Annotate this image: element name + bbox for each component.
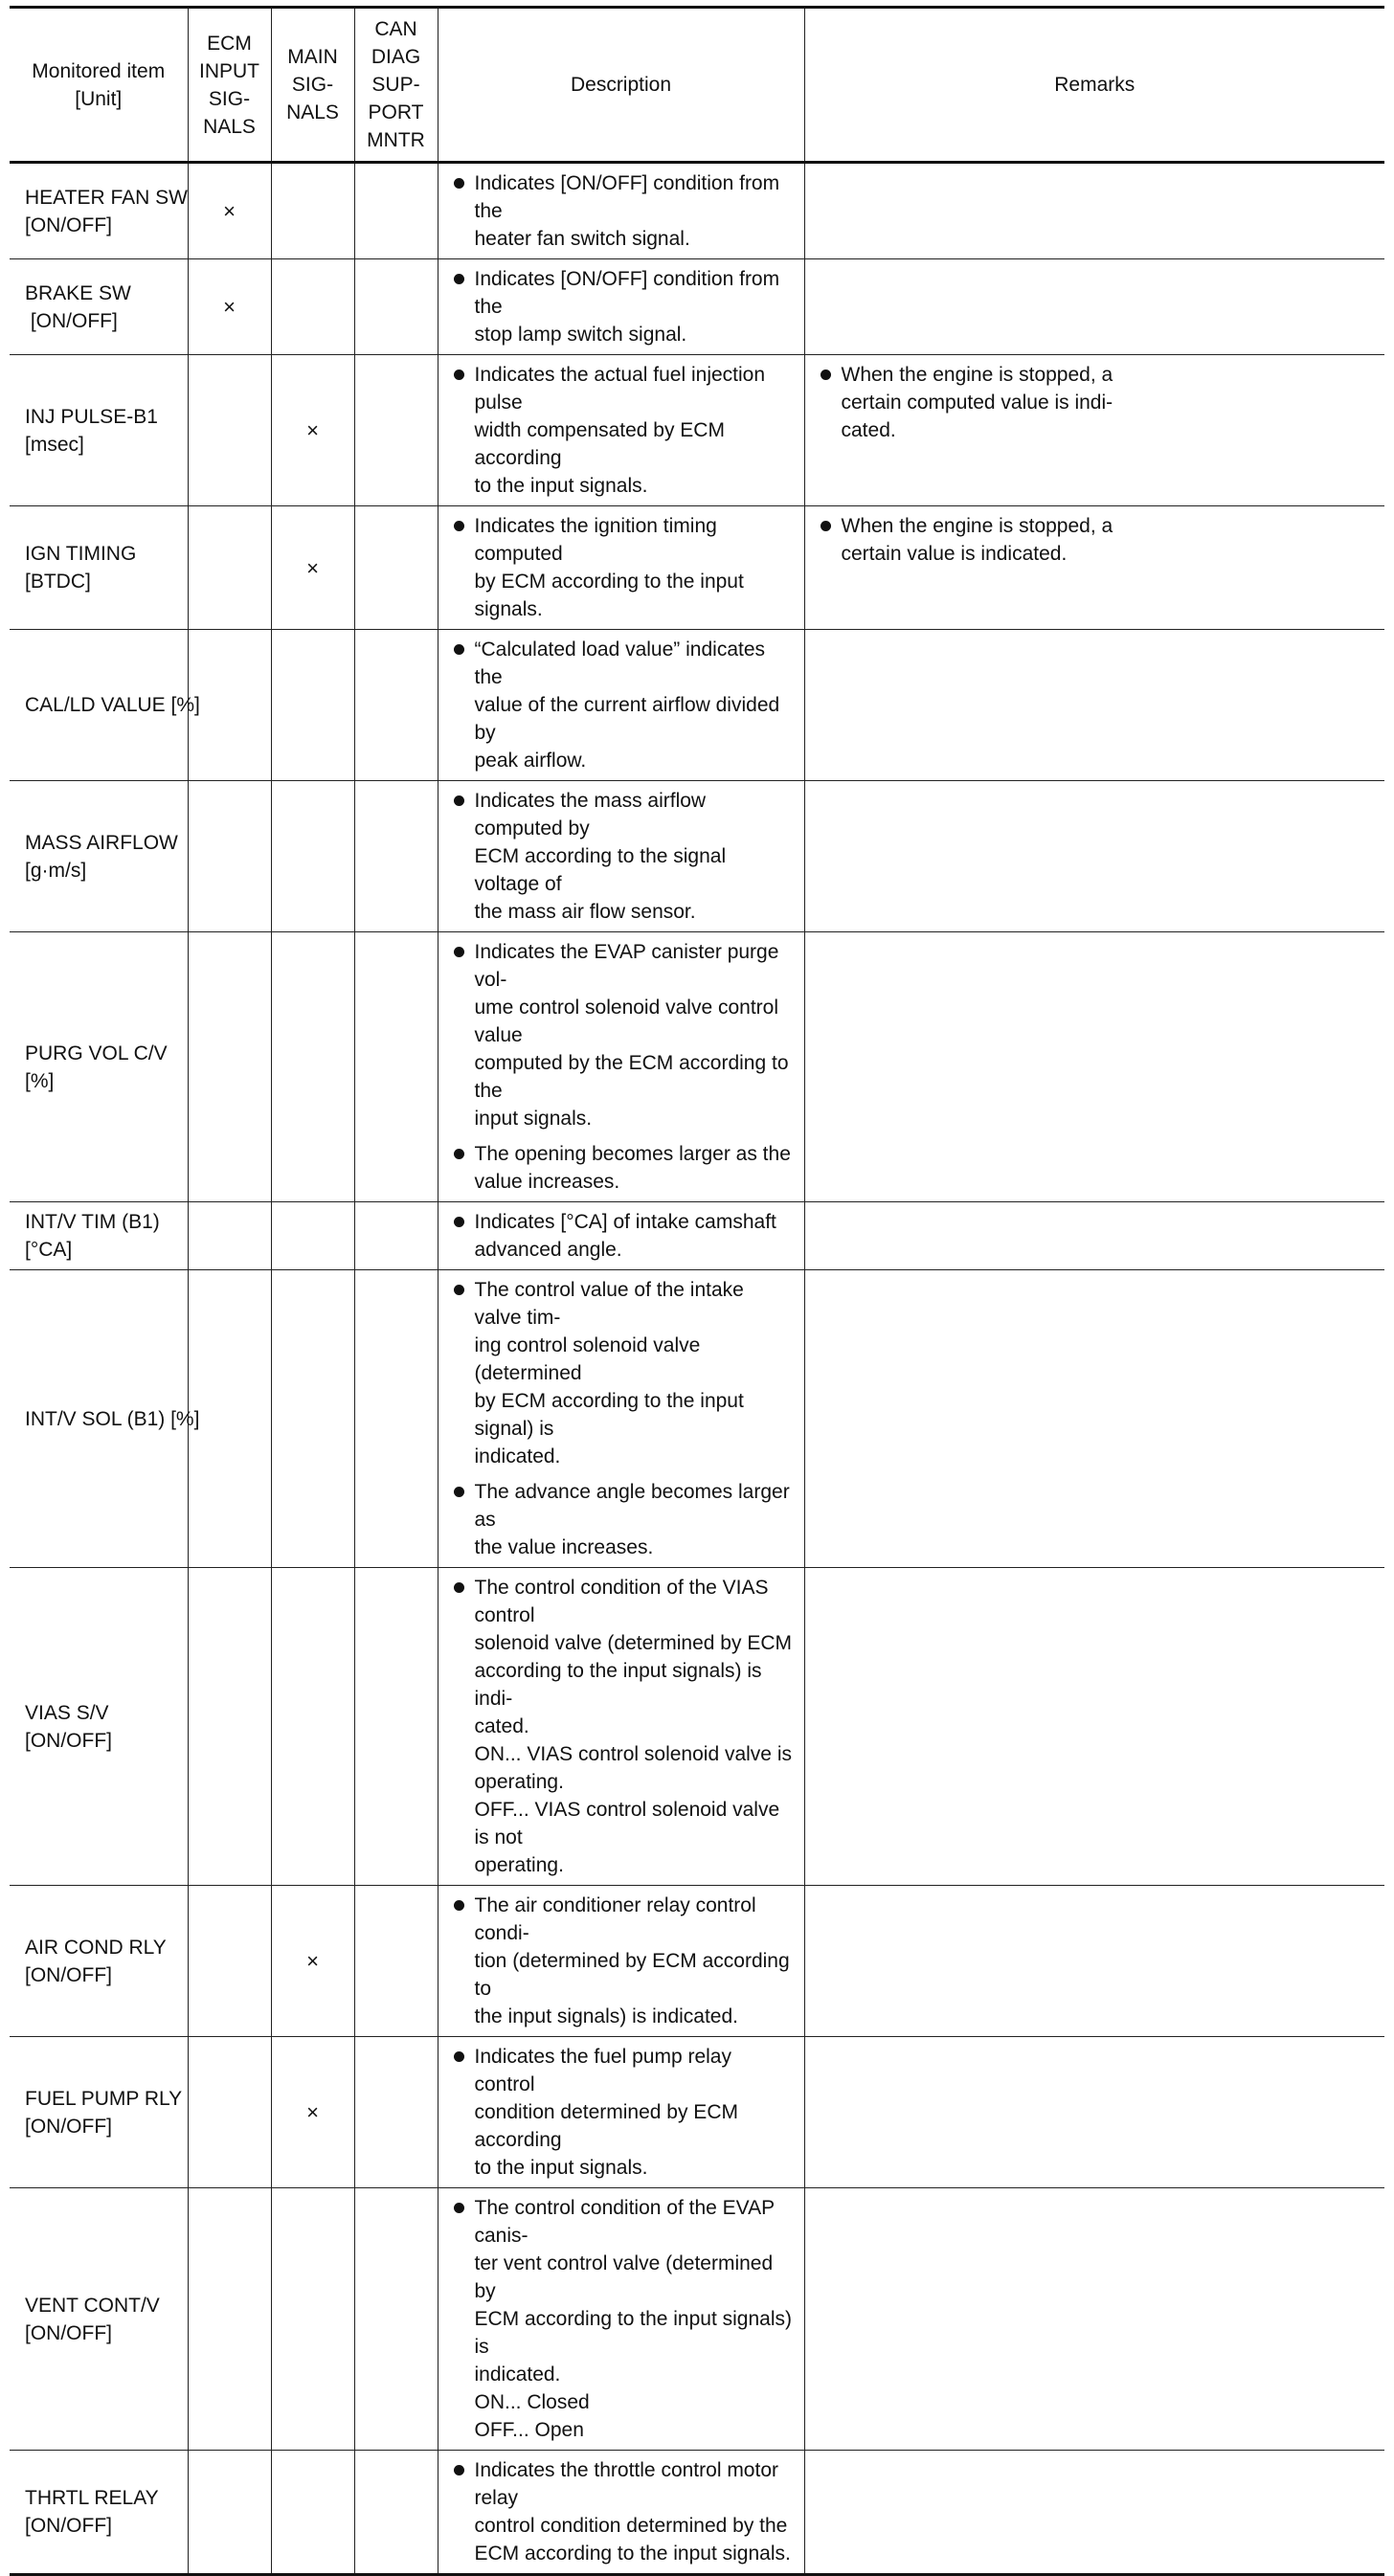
bullet-text-line: the input signals) is indicated. [474,2005,738,2027]
monitored-item-line: MASS AIRFLOW [25,831,178,854]
description-cell [438,2451,804,2575]
remarks-cell [804,2451,1384,2575]
bullet-item [452,1276,797,1470]
bullet-dot-icon [454,521,464,531]
monitored-item-cell [10,1270,200,1568]
monitored-item-line: AIR COND RLY [25,1936,167,1959]
bullet-text-line: The advance angle becomes larger as [474,1481,790,1531]
monitored-item-line: [ON/OFF] [25,1729,112,1752]
main-mark-cell [271,1270,354,1568]
description-cell [438,781,804,932]
bullet-text-line: Indicates the throttle control motor relay [474,2459,778,2509]
ecm-mark-cell [188,2451,271,2575]
bullet-text-line: according to the input signals) is indi- [474,1660,762,1710]
bullet-text-line: “Calculated load value” indicates the [474,638,766,688]
monitored-item-line: [ON/OFF] [25,309,118,332]
bullet-text-line: The control value of the intake valve tim- [474,1279,744,1329]
bullet-text-line: condition determined by ECM according [474,2101,738,2151]
description-list [452,1208,797,1264]
bullet-dot-icon [454,1149,464,1159]
can-mark-cell [354,506,438,630]
bullet-text-line: The opening becomes larger as the [474,1143,791,1165]
monitored-item-cell [10,506,188,630]
description-cell [438,1270,804,1568]
monitored-item-line: [ON/OFF] [25,213,112,236]
description-cell [438,932,804,1202]
bullet-text-line: ume control solenoid valve control value [474,997,779,1046]
bullet-text-line: ECM according to the input signals) is [474,2308,792,2358]
table-body [10,163,1384,2575]
description-cell [438,2037,804,2188]
ecm-mark-cell [188,1202,271,1270]
main-mark-cell [271,630,354,781]
table-row [10,506,1384,630]
bullet-dot-icon [454,1487,464,1497]
main-mark-cell: × [271,506,354,630]
bullet-text-line: Indicates [°CA] of intake camshaft [474,1211,776,1233]
table-row [10,259,1384,355]
table-row [10,781,1384,932]
monitored-item-line: [%] [25,1069,55,1092]
monitored-item-line: FUEL PUMP RLY [25,2087,183,2110]
bullet-dot-icon [454,2465,464,2475]
bullet-dot-icon [821,521,831,531]
description-list [452,265,797,348]
bullet-text-line: operating. [474,1771,564,1793]
description-list [452,636,797,774]
main-mark-cell [271,2451,354,2575]
can-mark-cell [354,1202,438,1270]
description-cell [438,630,804,781]
monitored-item-line: [BTDC] [25,571,91,593]
table-row [10,932,1384,1202]
header-monitored-item: Monitored item [Unit] [10,8,188,163]
table-row [10,1202,1384,1270]
monitored-item-cell [10,163,188,259]
bullet-text-line: the mass air flow sensor. [474,901,696,923]
bullet-dot-icon [454,178,464,189]
table-row [10,163,1384,259]
monitored-item-cell [10,1202,188,1270]
monitored-item-cell [10,2451,188,2575]
description-list [452,169,797,253]
bullet-text-line: indicated. [474,1445,561,1467]
monitored-item-cell [10,259,188,355]
bullet-dot-icon [454,795,464,806]
bullet-text-line: peak airflow. [474,750,587,772]
table-row [10,1886,1384,2037]
bullet-item [452,265,797,348]
ecm-mark-cell [188,1886,271,2037]
bullet-dot-icon [454,1285,464,1295]
bullet-item [452,2456,797,2567]
monitored-item-cell [10,1568,188,1886]
bullet-text-line: Indicates the EVAP canister purge vol- [474,941,779,991]
ecm-mark-cell [188,630,271,781]
bullet-text-line: certain computed value is indi- [841,392,1113,414]
bullet-text-line: stop lamp switch signal. [474,324,687,346]
table-row [10,2188,1384,2451]
monitored-item-line: [°CA] [25,1239,73,1261]
bullet-dot-icon [821,370,831,380]
bullet-text-line: by ECM according to the input signals. [474,571,744,620]
description-list [452,2043,797,2182]
bullet-item [452,2043,797,2182]
remarks-cell [804,932,1384,1202]
remarks-cell [804,630,1384,781]
can-mark-cell [354,1270,438,1568]
bullet-text-line: width compensated by ECM according [474,419,725,469]
bullet-text-line: Indicates the actual fuel injection pulse [474,364,766,414]
description-cell [438,355,804,506]
description-cell [438,506,804,630]
bullet-text-line: The air conditioner relay control condi- [474,1894,756,1944]
main-mark-cell [271,1568,354,1886]
monitored-item-cell [10,355,188,506]
main-mark-cell [271,163,354,259]
bullet-text-line: cated. [474,1715,529,1737]
ecm-mark-cell [188,1568,271,1886]
bullet-text-line: ECM according to the input signals. [474,2542,791,2565]
bullet-text-line: When the engine is stopped, a [841,515,1113,537]
remarks-cell [804,1202,1384,1270]
remarks-list [819,361,1378,444]
can-mark-cell [354,2451,438,2575]
bullet-item [452,1892,797,2030]
bullet-item [819,361,1378,444]
monitored-item-line: INT/V SOL (B1) [%] [25,1407,200,1430]
can-mark-cell [354,163,438,259]
bullet-dot-icon [454,1582,464,1593]
bullet-text-line: solenoid valve (determined by ECM [474,1632,792,1654]
bullet-item [452,787,797,926]
header-remarks: Remarks [804,8,1384,163]
main-mark-cell [271,2188,354,2451]
remarks-cell [804,259,1384,355]
can-mark-cell [354,630,438,781]
bullet-item [452,1478,797,1561]
header-main-signals: MAIN SIG- NALS [271,8,354,163]
ecm-mark-cell: × [188,163,271,259]
description-list [452,1276,797,1561]
bullet-text-line: computed by the ECM according to the [474,1052,789,1102]
bullet-text-line: ter vent control valve (determined by [474,2252,774,2302]
ecm-mark-cell [188,1270,271,1568]
bullet-text-line: advanced angle. [474,1239,622,1261]
bullet-text-line: indicated. [474,2363,561,2386]
description-list [452,2456,797,2567]
header-ecm-input-signals: ECM INPUT SIG- NALS [188,8,271,163]
ecm-mark-cell [188,2037,271,2188]
bullet-text-line: control condition determined by the [474,2515,788,2537]
can-mark-cell [354,932,438,1202]
ecm-mark-cell [188,932,271,1202]
bullet-item [452,938,797,1132]
header-row [10,8,1384,163]
bullet-text-line: input signals. [474,1108,593,1130]
main-mark-cell: × [271,2037,354,2188]
remarks-cell [804,355,1384,506]
bullet-item [819,512,1378,568]
ecm-mark-cell [188,2188,271,2451]
ecm-mark-cell [188,355,271,506]
description-list [452,361,797,500]
header-description: Description [438,8,804,163]
bullet-text-line: cated. [841,419,896,441]
bullet-dot-icon [454,1217,464,1227]
bullet-item [452,1208,797,1264]
ecm-mark-cell [188,506,271,630]
description-cell [438,259,804,355]
monitored-item-cell [10,1886,188,2037]
remarks-cell [804,1568,1384,1886]
description-list [452,512,797,623]
header-can-diag-support: CAN DIAG SUP- PORT MNTR [354,8,438,163]
monitored-item-line: VIAS S/V [25,1701,109,1724]
bullet-dot-icon [454,644,464,655]
bullet-text-line: ing control solenoid valve (determined [474,1334,701,1384]
bullet-text-line: Indicates [ON/OFF] condition from the [474,268,780,318]
bullet-text-line: The control condition of the EVAP canis- [474,2197,775,2247]
monitored-item-line: [ON/OFF] [25,1963,112,1986]
monitored-item-line: HEATER FAN SW [25,186,188,209]
monitored-item-line: [ON/OFF] [25,2515,112,2537]
table-row [10,355,1384,506]
monitor-table [10,6,1384,2576]
bullet-dot-icon [454,947,464,957]
monitored-item-line: PURG VOL C/V [25,1042,168,1064]
description-cell [438,2188,804,2451]
bullet-dot-icon [454,1900,464,1911]
bullet-text-line: When the engine is stopped, a [841,364,1113,386]
monitored-item-line: IGN TIMING [25,543,137,565]
table-row [10,2451,1384,2575]
description-list [452,938,797,1196]
remarks-cell [804,2188,1384,2451]
bullet-item [452,636,797,774]
remarks-cell [804,1886,1384,2037]
description-list [452,1892,797,2030]
bullet-text-line: ON... Closed [474,2391,590,2413]
ecm-mark-cell [188,781,271,932]
bullet-text-line: ECM according to the signal voltage of [474,845,727,895]
remarks-cell [804,506,1384,630]
bullet-text-line: Indicates the fuel pump relay control [474,2046,731,2095]
monitored-item-line: INJ PULSE-B1 [25,405,158,428]
can-mark-cell [354,1568,438,1886]
description-cell [438,1886,804,2037]
monitored-item-line: VENT CONT/V [25,2294,160,2317]
description-list [452,2194,797,2444]
monitored-item-line: CAL/LD VALUE [%] [25,694,200,716]
bullet-item [452,512,797,623]
bullet-text-line: certain value is indicated. [841,543,1068,565]
bullet-text-line: Indicates the ignition timing computed [474,515,717,565]
bullet-dot-icon [454,2051,464,2062]
bullet-text-line: The control condition of the VIAS control [474,1577,769,1626]
bullet-item [452,2194,797,2444]
bullet-text-line: value of the current airflow divided by [474,694,780,744]
monitored-item-cell [10,2037,188,2188]
monitored-item-line: THRTL RELAY [25,2487,159,2509]
bullet-dot-icon [454,2203,464,2213]
monitored-item-line: [ON/OFF] [25,2115,112,2138]
monitored-item-cell [10,630,200,781]
can-mark-cell [354,1886,438,2037]
description-cell [438,1202,804,1270]
bullet-item [452,1140,797,1196]
description-cell [438,163,804,259]
main-mark-cell [271,781,354,932]
can-mark-cell [354,781,438,932]
monitored-item-cell [10,781,188,932]
bullet-text-line: to the input signals. [474,2157,648,2179]
table-row [10,1568,1384,1886]
bullet-text-line: ON... VIAS control solenoid valve is [474,1743,792,1765]
description-list [452,787,797,926]
can-mark-cell [354,259,438,355]
remarks-cell [804,781,1384,932]
bullet-text-line: Indicates [ON/OFF] condition from the [474,172,780,222]
table-row [10,2037,1384,2188]
monitored-item-line: [g·m/s] [25,859,87,882]
description-list [452,1574,797,1879]
can-mark-cell [354,2188,438,2451]
bullet-dot-icon [454,274,464,284]
monitored-item-cell [10,2188,188,2451]
remarks-cell [804,1270,1384,1568]
bullet-item [452,169,797,253]
description-cell [438,1568,804,1886]
bullet-dot-icon [454,370,464,380]
remarks-cell [804,163,1384,259]
main-mark-cell [271,259,354,355]
bullet-text-line: by ECM according to the input signal) is [474,1390,744,1440]
monitored-item-line: INT/V TIM (B1) [25,1211,160,1233]
bullet-text-line: value increases. [474,1171,620,1193]
bullet-text-line: tion (determined by ECM according to [474,1950,790,2000]
bullet-item [452,361,797,500]
table-row [10,630,1384,781]
main-mark-cell [271,932,354,1202]
monitored-item-cell [10,932,188,1202]
ecm-mark-cell: × [188,259,271,355]
bullet-text-line: OFF... Open [474,2419,584,2441]
main-mark-cell [271,1202,354,1270]
main-mark-cell: × [271,1886,354,2037]
bullet-text-line: Indicates the mass airflow computed by [474,790,707,840]
remarks-cell [804,2037,1384,2188]
bullet-text-line: heater fan switch signal. [474,228,690,250]
bullet-text-line: OFF... VIAS control solenoid valve is not [474,1799,780,1848]
monitored-item-line: BRAKE SW [25,281,131,304]
main-mark-cell: × [271,355,354,506]
bullet-item [452,1574,797,1879]
monitored-item-line: [msec] [25,433,84,456]
can-mark-cell [354,2037,438,2188]
remarks-list [819,512,1378,568]
can-mark-cell [354,355,438,506]
bullet-text-line: to the input signals. [474,475,648,497]
table-row [10,1270,1384,1568]
bullet-text-line: operating. [474,1854,564,1876]
monitored-item-line: [ON/OFF] [25,2321,112,2344]
bullet-text-line: the value increases. [474,1536,654,1558]
